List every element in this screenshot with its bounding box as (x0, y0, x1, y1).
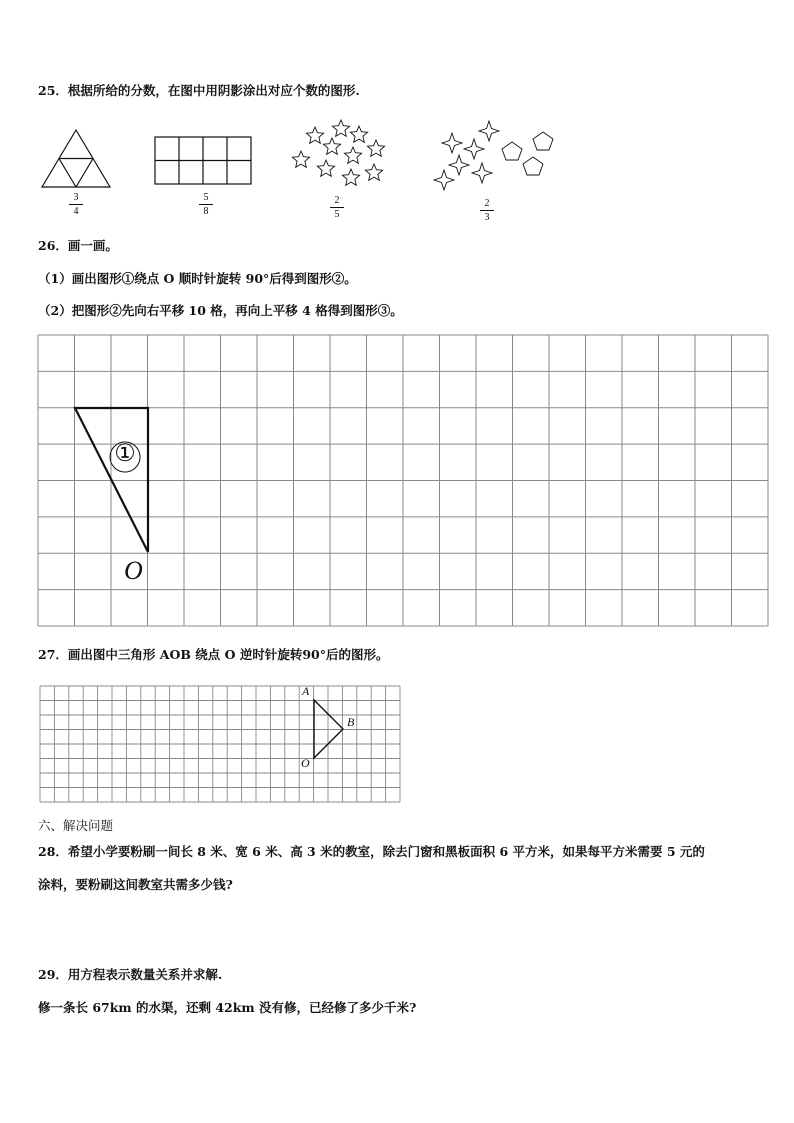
section-heading: 六、解决问题 (38, 818, 114, 833)
point-a-label: A (302, 684, 310, 698)
q29-line2: 修一条长 67km 的水渠，还剩 42km 没有修，已经修了多少千米? (38, 1000, 417, 1015)
point-b-label: B (347, 715, 355, 729)
fraction-3-4: 3 4 (61, 192, 91, 217)
q28-line2: 涂料，要粉刷这间教室共需多少钱? (38, 877, 233, 892)
fraction-2-5: 2 5 (322, 195, 352, 220)
q25-text: 25．根据所给的分数，在图中用阴影涂出对应个数的图形. (38, 83, 360, 98)
fraction-2-3: 2 3 (472, 198, 502, 223)
point-o-label: O (124, 556, 143, 585)
fraction-5-8: 5 8 (191, 192, 221, 217)
q26-part1: （1）画出图形①绕点 O 顺时针旋转 90°后得到图形②。 (38, 271, 357, 286)
q26-title: 26．画一画。 (38, 238, 118, 253)
point-o-label-27: O (301, 756, 310, 770)
shape-1-label: ① (114, 441, 136, 467)
q28-line1: 28．希望小学要粉刷一间长 8 米、宽 6 米、高 3 米的教室，除去门窗和黑板面积 6 平方米，如果每平方米需要 5 元的 (38, 844, 705, 859)
q29-line1: 29．用方程表示数量关系并求解. (38, 967, 223, 982)
q26-part2: （2）把图形②先向右平移 10 格，再向上平移 4 格得到图形③。 (38, 303, 403, 318)
q27-text: 27．画出图中三角形 AOB 绕点 O 逆时针旋转90°后的图形。 (38, 647, 389, 662)
triangle-aob (314, 700, 343, 758)
